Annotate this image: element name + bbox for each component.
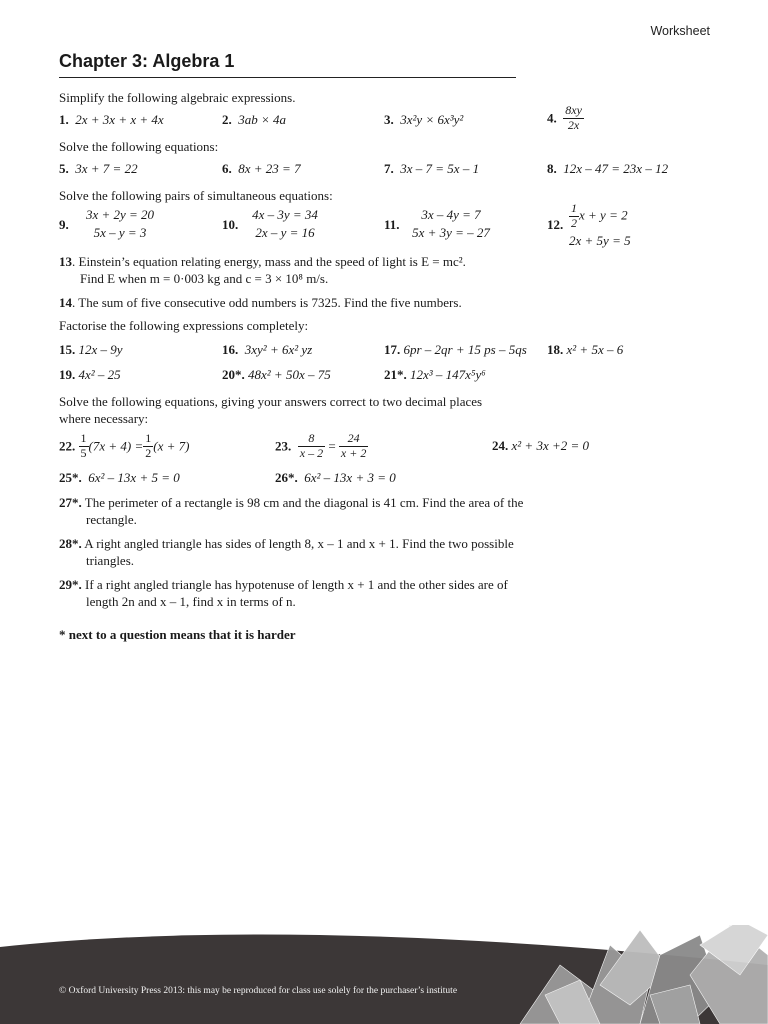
question-15 [59, 342, 123, 358]
question-21 [384, 367, 486, 383]
question-text: 12x – 47 = 23x – 12 [563, 161, 669, 176]
question-28 [59, 535, 541, 569]
instruction-simultaneous: Solve the following pairs of simultaneous equations: [59, 188, 333, 203]
question-3 [384, 112, 463, 128]
page-title: Chapter 3: Algebra 1 [59, 51, 235, 71]
fraction-numerator: 8 [298, 432, 325, 447]
question-24 [492, 438, 589, 454]
question-number: 7. [384, 161, 394, 176]
fraction-denominator: 5 [80, 445, 87, 460]
question-number: 1. [59, 112, 69, 127]
question-number: 2. [222, 112, 232, 127]
equation: 2x – y = 16 [255, 225, 315, 240]
question-number: 26*. [275, 470, 298, 485]
question-6 [222, 161, 301, 177]
question-8 [547, 161, 668, 177]
question-number: 8. [547, 161, 557, 176]
question-10-number: 10. [222, 217, 239, 232]
question-number: 22. [59, 438, 76, 454]
question-11-number: 11. [384, 217, 400, 232]
footer-band [0, 925, 768, 1024]
question-text: A right angled triangle has sides of length 8, x – 1 and x + 1. Find the two possible triangles. [84, 536, 514, 568]
question-number: 5. [59, 161, 69, 176]
question-text: 4x² – 25 [78, 367, 121, 382]
fraction [563, 104, 584, 133]
question-text: 6x² – 13x + 3 = 0 [304, 470, 396, 485]
equation: 5x + 3y = – 27 [412, 225, 490, 240]
question-26 [275, 470, 396, 486]
question-text: If a right angled triangle has hypotenuse of length x + 1 and the other sides are of length 2n and x – 1, find x in terms of n. [85, 577, 508, 609]
question-text: 6pr – 2qr + 15 ps – 5qs [403, 342, 527, 357]
question-number: 4. [547, 110, 557, 126]
question-number: 6. [222, 161, 232, 176]
equation: 3x + 2y = 20 [85, 207, 155, 222]
question-text: . Einstein’s equation relating energy, mass and the speed of light is E = mc². [72, 254, 466, 269]
instruction-decimal-places: Solve the following equations, giving your answers correct to two decimal places [59, 394, 483, 409]
question-text: 3x + 7 = 22 [75, 161, 138, 176]
question-number: 24. [492, 438, 509, 453]
equation: 5x – y = 3 [93, 225, 147, 240]
fraction-numerator: 1 [571, 201, 577, 215]
harder-note: * next to a question means that it is harder [59, 627, 296, 642]
question-25 [59, 470, 180, 486]
question-text: 12x – 9y [78, 342, 123, 357]
question-text: (x + 7) [153, 438, 190, 454]
instruction-simplify: Simplify the following algebraic expressions. [59, 90, 296, 105]
question-12-equation-1 [569, 202, 628, 231]
question-number: 19. [59, 367, 76, 382]
instruction-factorise: Factorise the following expressions completely: [59, 318, 309, 333]
question-23 [275, 432, 368, 461]
question-number: 14 [59, 295, 72, 310]
question-29 [59, 576, 541, 610]
question-4 [547, 104, 584, 133]
question-9-number: 9. [59, 217, 69, 232]
question-text: 3x – 7 = 5x – 1 [400, 161, 480, 176]
equation: 3x – 4y = 7 [421, 207, 481, 222]
fraction-denominator: 2 [145, 445, 152, 460]
question-number: 28*. [59, 536, 82, 551]
worksheet-label: Worksheet [650, 24, 710, 38]
question-number: 20*. [222, 367, 245, 382]
question-text: The perimeter of a rectangle is 98 cm and the diagonal is 41 cm. Find the area of the rectangle. [84, 495, 524, 527]
question-10-system [243, 206, 327, 242]
question-12-number: 12. [547, 217, 564, 232]
fraction [569, 202, 579, 231]
instruction-solve: Solve the following equations: [59, 139, 219, 154]
question-27 [59, 494, 541, 528]
fraction [339, 432, 368, 461]
question-number: 17. [384, 342, 401, 357]
fraction [143, 432, 153, 461]
fraction [298, 432, 325, 461]
question-text: x² + 5x – 6 [566, 342, 624, 357]
question-text: Find E when m = 0·003 kg and c = 3 × 10⁸ m/s. [80, 271, 329, 286]
fraction-denominator: 2 [571, 215, 577, 230]
question-number: 27*. [59, 495, 82, 510]
question-text: 8x + 23 = 7 [238, 161, 301, 176]
question-text: 12x³ – 147x⁵y⁶ [410, 367, 486, 382]
question-text: 48x² + 50x – 75 [248, 367, 331, 382]
paper-cranes-image [520, 925, 768, 1024]
question-number: 16. [222, 342, 239, 357]
fraction-denominator: 2x [567, 117, 580, 132]
fraction-numerator: 8xy [565, 103, 582, 117]
question-7 [384, 161, 479, 177]
fraction-denominator: x – 2 [299, 445, 324, 460]
question-18 [547, 342, 623, 358]
question-22 [59, 432, 189, 461]
question-number: 15. [59, 342, 76, 357]
question-number: 3. [384, 112, 394, 127]
fraction-numerator: 24 [339, 432, 368, 447]
question-5 [59, 161, 138, 177]
fraction-numerator: 1 [80, 431, 87, 445]
question-20 [222, 367, 331, 383]
question-text: 2x + 3x + x + 4x [75, 112, 164, 127]
question-number: 18. [547, 342, 564, 357]
question-13 [59, 253, 529, 287]
question-2 [222, 112, 286, 128]
question-text: 6x² – 13x + 5 = 0 [88, 470, 180, 485]
title-rule [59, 77, 516, 78]
question-text: . The sum of five consecutive odd numbers is 7325. Find the five numbers. [72, 295, 462, 310]
question-number: 21*. [384, 367, 407, 382]
question-1 [59, 112, 164, 128]
question-text: x² + 3x +2 = 0 [511, 438, 590, 453]
question-number: 25*. [59, 470, 82, 485]
question-text: 3xy² + 6x² yz [244, 342, 313, 357]
question-14 [59, 294, 529, 311]
fraction-numerator: 1 [145, 431, 152, 445]
question-19 [59, 367, 121, 383]
question-11-system [403, 206, 499, 242]
question-17 [384, 342, 527, 358]
question-text: 3ab × 4a [238, 112, 287, 127]
question-text: (7x + 4) = [88, 438, 144, 454]
question-12-equation-2: 2x + 5y = 5 [569, 233, 631, 248]
question-number: 23. [275, 438, 292, 454]
fraction [79, 432, 89, 461]
equals-sign: = [328, 438, 336, 454]
fraction-denominator: x + 2 [340, 445, 367, 460]
question-text: 3x²y × 6x³y² [400, 112, 464, 127]
instruction-decimal-places-cont: where necessary: [59, 411, 149, 426]
question-number: 13 [59, 254, 72, 269]
question-16 [222, 342, 312, 358]
question-9-system [78, 206, 162, 242]
question-number: 29*. [59, 577, 82, 592]
equation: 4x – 3y = 34 [252, 207, 318, 222]
equation: x + y = 2 [579, 207, 628, 223]
copyright-notice: © Oxford University Press 2013: this may be reproduced for class use solely for the purchaser’s institute [59, 986, 458, 996]
